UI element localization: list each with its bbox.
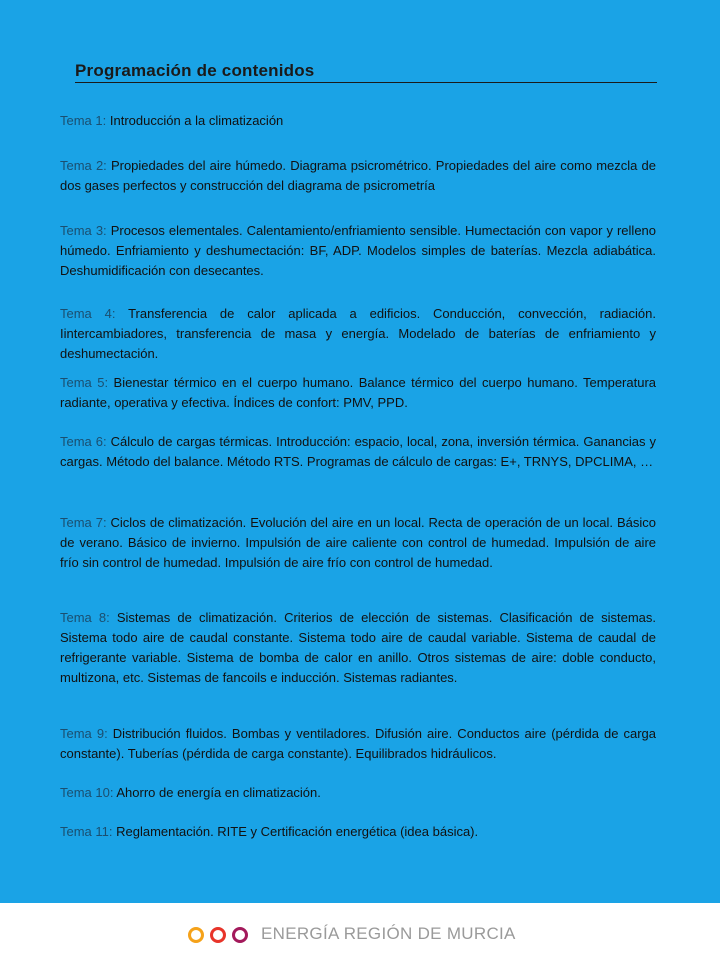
topic-item bbox=[60, 608, 656, 688]
topic-text: Propiedades del aire húmedo. Diagrama psicrométrico. Propiedades del aire como mezcla de dos gases perfectos y construcción del diagrama de psicrometría bbox=[60, 158, 656, 193]
topic-item bbox=[60, 513, 656, 573]
topic-label: Tema 8: bbox=[60, 610, 110, 625]
topic-label: Tema 7: bbox=[60, 515, 107, 530]
topic-item bbox=[60, 221, 656, 281]
topic-text: Ahorro de energía en climatización. bbox=[113, 785, 321, 800]
topic-label: Tema 11: bbox=[60, 824, 113, 839]
topic-label: Tema 5: bbox=[60, 375, 109, 390]
topic-text: Procesos elementales. Calentamiento/enfriamiento sensible. Humectación con vapor y relleno húmedo. Enfriamiento y deshumectación: BF, ADP. Modelos simples de baterías. Mezcla adiabática. Deshumidificación con desecantes. bbox=[60, 223, 657, 278]
topic-item bbox=[60, 373, 656, 413]
section-heading: Programación de contenidos bbox=[75, 61, 315, 80]
footer-brand-text: ENERGÍA REGIÓN DE MURCIA bbox=[261, 924, 516, 943]
topic-text: Bienestar térmico en el cuerpo humano. Balance térmico del cuerpo humano. Temperatura radiante, operativa y efectiva. Índices de confort: PMV, PPD. bbox=[60, 375, 657, 410]
topic-label: Tema 2: bbox=[60, 158, 107, 173]
logo-ring-icon bbox=[188, 927, 204, 943]
topic-label: Tema 10: bbox=[60, 785, 114, 800]
topic-item bbox=[60, 111, 656, 131]
topic-item bbox=[60, 304, 656, 364]
topic-text: Sistemas de climatización. Criterios de elección de sistemas. Clasificación de sistemas. Sistema todo aire de caudal constante. Sistema todo aire de caudal variable. Sistema de caudal de refrigerante variable. Sistema de bomba de calor en anillo. Otros sistemas de aire: doble conducto, multizona, etc. Sistemas de fancoils e inducción. Sistemas radiantes. bbox=[60, 610, 656, 685]
topic-text: Transferencia de calor aplicada a edificios. Conducción, convección, radiación. Iintercambiadores, transferencia de masa y energía. Modelado de baterías de enfriamiento y deshumectación. bbox=[60, 306, 656, 361]
topic-label: Tema 3: bbox=[60, 223, 107, 238]
topic-item bbox=[60, 783, 656, 803]
topic-item bbox=[60, 432, 656, 472]
topic-text: Distribución fluidos. Bombas y ventiladores. Difusión aire. Conductos aire (pérdida de carga constante). Tuberías (pérdida de carga constante). Equilibrados hidráulicos. bbox=[60, 726, 656, 761]
topic-label: Tema 6: bbox=[60, 434, 107, 449]
logo-ring-icon bbox=[232, 927, 248, 943]
topic-label: Tema 9: bbox=[60, 726, 108, 741]
topic-text: Reglamentación. RITE y Certificación energética (idea básica). bbox=[112, 824, 479, 839]
topic-text: Introducción a la climatización bbox=[106, 113, 284, 128]
topic-text: Cálculo de cargas térmicas. Introducción: espacio, local, zona, inversión térmica. Ganancias y cargas. Método del balance. Método RTS. Programas de cálculo de cargas: E+, TRNYS, DPCLIMA, … bbox=[60, 434, 656, 469]
topic-label: Tema 1: bbox=[60, 113, 107, 128]
topic-item bbox=[60, 156, 656, 196]
three-rings-logo-icon bbox=[188, 927, 252, 941]
topic-label: Tema 4: bbox=[60, 306, 116, 321]
topic-text: Ciclos de climatización. Evolución del aire en un local. Recta de operación de un local. Básico de verano. Básico de invierno. Impulsión de aire caliente con control de humedad. Impulsión de aire frío sin control de humedad. Impulsión de aire frío con control de humedad. bbox=[60, 515, 656, 570]
section-heading-underline bbox=[75, 60, 657, 83]
logo-ring-icon bbox=[210, 927, 226, 943]
topic-item bbox=[60, 724, 656, 764]
topic-item bbox=[60, 822, 656, 842]
